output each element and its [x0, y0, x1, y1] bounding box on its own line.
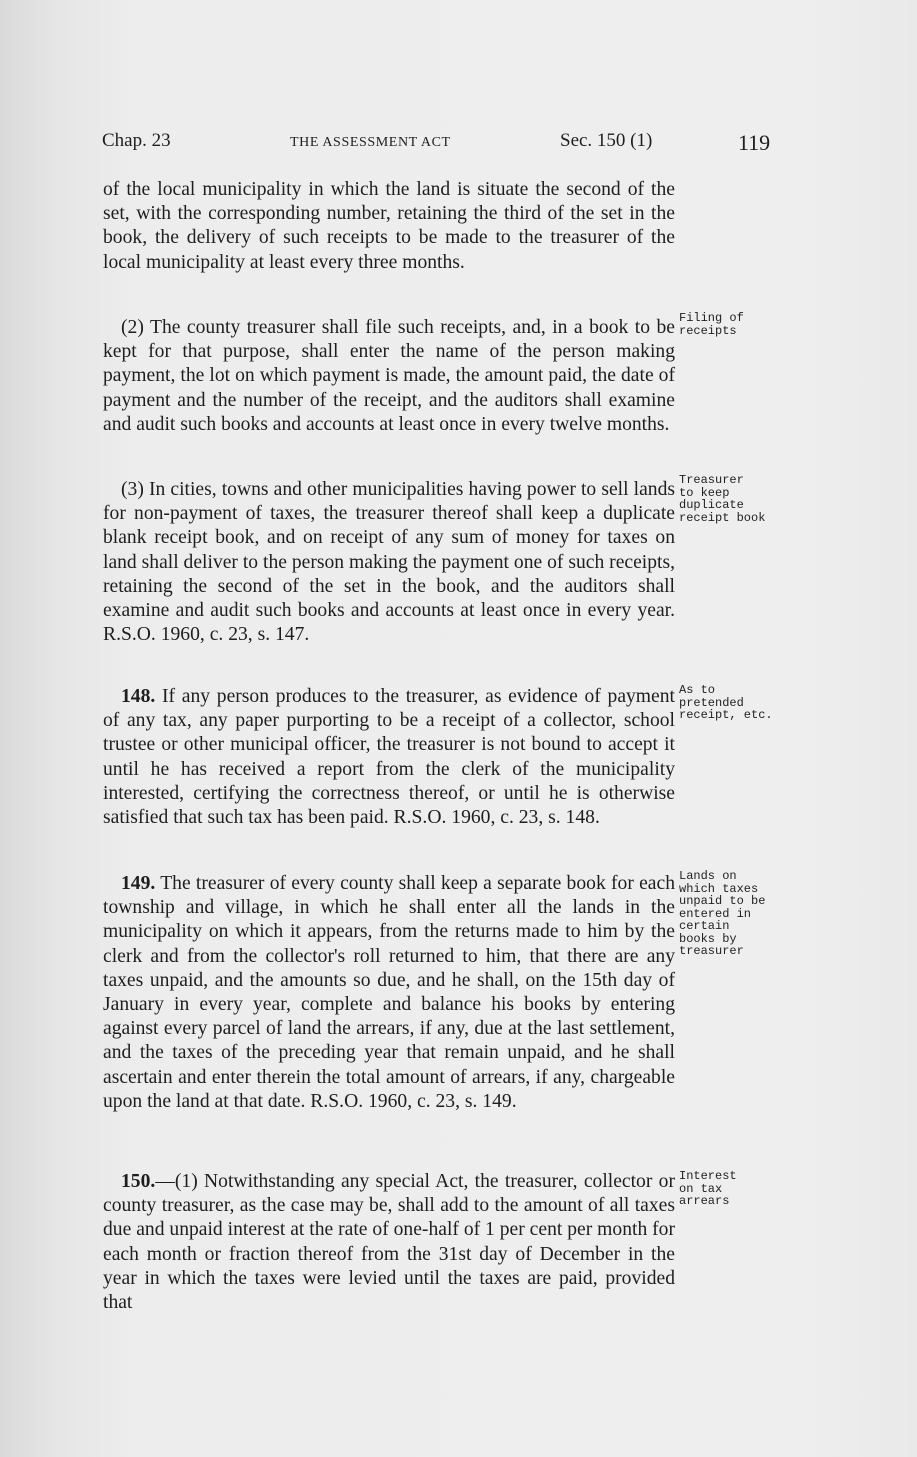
- section-number: 149.: [121, 873, 156, 894]
- running-header: [100, 130, 790, 160]
- paragraph-text: (2) The county treasurer shall file such receipts, and, in a book to be kept for that purpose, shall enter the name of the person making payment, the lot on which payment is made, the amount paid, the date of payment and the number of the receipt, and the auditors shall examine and audit such books and accounts at least once in every twelve months.: [103, 317, 675, 435]
- paragraph-section-150: [103, 1170, 675, 1315]
- act-title: THE ASSESSMENT ACT: [290, 135, 451, 150]
- paragraph-subsection-3: [103, 478, 675, 647]
- section-number: 150.: [121, 1171, 156, 1192]
- section-reference: Sec. 150 (1): [560, 130, 653, 151]
- paragraph-section-149: [103, 872, 675, 1114]
- paragraph-text: —(1) Notwithstanding any special Act, the treasurer, collector or county treasurer, as the case may be, shall add to the amount of all taxes due and unpaid interest at the rate of one-half of 1 per cent per month for each month or fraction thereof from the 31st day of December in the year in which the taxes were levied until the taxes are paid, provided that: [103, 1171, 675, 1314]
- page-number: 119: [738, 130, 771, 155]
- section-number: 148.: [121, 686, 156, 707]
- paragraph-subsection-2: [103, 316, 675, 437]
- margin-note-filing-receipts: Filing of receipts: [679, 311, 744, 338]
- margin-note-interest-arrears: Interest on tax arrears: [679, 1169, 737, 1208]
- paragraph-section-148: [103, 685, 675, 830]
- paragraph-text: of the local municipality in which the land is situate the second of the set, with the corresponding number, retaining the third of the set in the book, the delivery of such receipts to be made to the treasurer of the local municipality at least every three months.: [103, 179, 675, 273]
- paragraph-text: (3) In cities, towns and other municipalities having power to sell lands for non-payment of taxes, the treasurer thereof shall keep a duplicate blank receipt book, and on receipt of any sum of money for taxes on land shall deliver to the person making the payment one of such receipts, retaining the second of the set in the book, and the auditors shall examine and audit such books and accounts at least once in every year. R.S.O. 1960, c. 23, s. 147.: [103, 479, 675, 646]
- margin-note-lands-taxes-unpaid: Lands on which taxes unpaid to be entered in certain books by treasurer: [679, 869, 766, 958]
- paragraph-continuation: [103, 178, 675, 275]
- chapter-label: Chap. 23: [102, 130, 171, 151]
- paragraph-text: If any person produces to the treasurer, as evidence of payment of any tax, any paper purporting to be a receipt of a collector, school trustee or other municipal officer, the treasurer is not bound to accept it until he has received a report from the clerk of the municipality interested, certifying the correctness thereof, or until he is otherwise satisfied that such tax has been paid. R.S.O. 1960, c. 23, s. 148.: [103, 686, 675, 829]
- margin-note-pretended-receipt: As to pretended receipt, etc.: [679, 683, 773, 722]
- margin-note-duplicate-receipt-book: Treasurer to keep duplicate receipt book: [679, 473, 766, 525]
- paragraph-text: The treasurer of every county shall keep a separate book for each township and village, in which he shall enter all the lands in the municipality on which it appears, from the returns made to him by the clerk and from the collector's roll returned to him, that there are any taxes unpaid, and the amounts so due, and he shall, on the 15th day of January in every year, complete and balance his books by entering against every parcel of land the arrears, if any, due at the last settlement, and the taxes of the preceding year that remain unpaid, and he shall ascertain and enter therein the total amount of arrears, if any, chargeable upon the land at that date. R.S.O. 1960, c. 23, s. 149.: [103, 873, 675, 1112]
